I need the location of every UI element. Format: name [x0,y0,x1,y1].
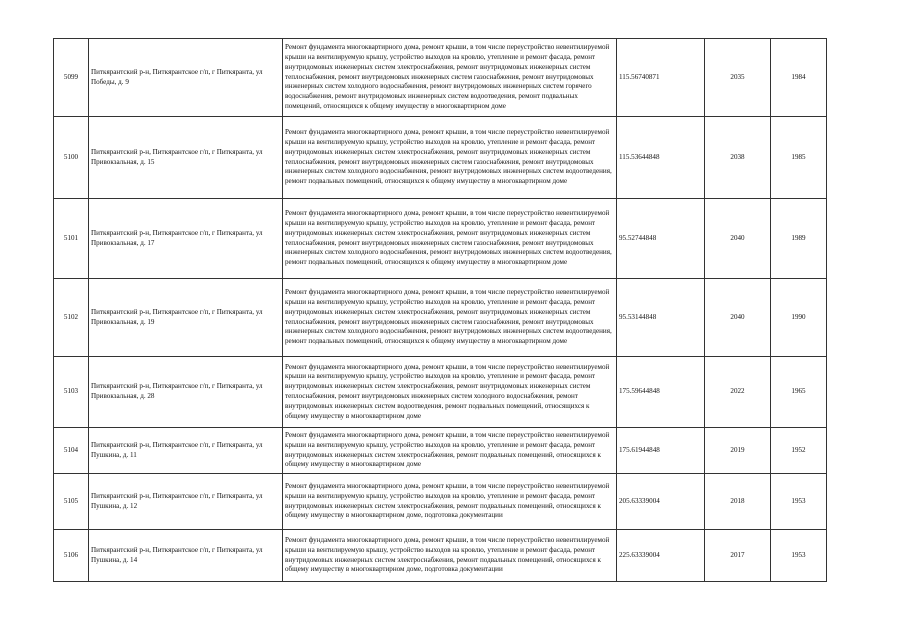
table-row [54,117,827,199]
works-cell: Ремонт фундамента многоквартирного дома, ремонт крыши, в том числе переустройство невентилируемой крыши на вентилируемую крышу, устройство выходов на кровлю, утепление и ремонт фасада, ремонт внутридомовых инженерных систем электроснабжения, ремонт внутридомовых инженерных систем теплоснабжения, ремонт внутридомовых инженерных систем газоснабжения, ремонт внутридомовых инженерных систем холодного водоснабжения, ремонт внутридомовых инженерных систем водоотведения, ремонт подвальных помещений, относящихся к общему имуществу в многоквартирном доме [283,199,617,279]
works-cell: Ремонт фундамента многоквартирного дома, ремонт крыши, в том числе переустройство невентилируемой крыши на вентилируемую крышу, устройство выходов на кровлю, утепление и ремонт фасада, ремонт внутридомовых инженерных систем электроснабжения, ремонт внутридомовых инженерных систем теплоснабжения, ремонт внутридомовых инженерных систем холодного водоснабжения, ремонт внутридомовых инженерных систем водоотведения, ремонт подвальных помещений, относящихся к общему имуществу в многоквартирном доме [283,357,617,428]
cost-cell: 95.52744848 [617,199,705,279]
row-number-cell: 5100 [54,117,89,199]
address-cell: Питкярантский р-н, Питкярантское г/п, г Питкяранта, ул Пушкина, д. 14 [89,530,283,582]
build-year-cell: 1953 [771,530,827,582]
cost-cell: 115.56740871 [617,39,705,117]
build-year-cell: 1989 [771,199,827,279]
cost-cell: 175.61944848 [617,428,705,474]
plan-year-cell: 2018 [705,474,771,530]
table-row [54,530,827,582]
row-number-cell: 5106 [54,530,89,582]
works-cell: Ремонт фундамента многоквартирного дома, ремонт крыши, в том числе переустройство невентилируемой крыши на вентилируемую крышу, устройство выходов на кровлю, утепление и ремонт фасада, ремонт внутридомовых инженерных систем электроснабжения, ремонт внутридомовых инженерных систем теплоснабжения, ремонт внутридомовых инженерных систем газоснабжения, ремонт внутридомовых инженерных систем холодного водоснабжения, ремонт внутридомовых инженерных систем горячего водоснабжения, ремонт внутридомовых инженерных систем водоотведения, ремонт подвальных помещений, относящихся к общему имуществу в многоквартирном доме [283,39,617,117]
cost-cell: 225.63339004 [617,530,705,582]
row-number-cell: 5101 [54,199,89,279]
row-number-cell: 5103 [54,357,89,428]
build-year-cell: 1952 [771,428,827,474]
cost-cell: 175.59644848 [617,357,705,428]
row-number-cell: 5102 [54,279,89,357]
address-cell: Питкярантский р-н, Питкярантское г/п, г Питкяранта, ул Пушкина, д. 12 [89,474,283,530]
address-cell: Питкярантский р-н, Питкярантское г/п, г Питкяранта, ул Привокзальная, д. 17 [89,199,283,279]
plan-year-cell: 2040 [705,279,771,357]
cost-cell: 205.63339004 [617,474,705,530]
build-year-cell: 1953 [771,474,827,530]
row-number-cell: 5099 [54,39,89,117]
plan-year-cell: 2040 [705,199,771,279]
table-row [54,474,827,530]
plan-year-cell: 2038 [705,117,771,199]
works-cell: Ремонт фундамента многоквартирного дома, ремонт крыши, в том числе переустройство невентилируемой крыши на вентилируемую крышу, устройство выходов на кровлю, утепление и ремонт фасада, ремонт внутридомовых инженерных систем электроснабжения, ремонт подвальных помещений, относящихся к общему имуществу в многоквартирном доме, подготовка документации [283,474,617,530]
table-row [54,279,827,357]
works-cell: Ремонт фундамента многоквартирного дома, ремонт крыши, в том числе переустройство невентилируемой крыши на вентилируемую крышу, устройство выходов на кровлю, утепление и ремонт фасада, ремонт внутридомовых инженерных систем электроснабжения, ремонт подвальных помещений, относящихся к общему имуществу в многоквартирном доме, подготовка документации [283,530,617,582]
table-row [54,357,827,428]
works-cell: Ремонт фундамента многоквартирного дома, ремонт крыши, в том числе переустройство невентилируемой крыши на вентилируемую крышу, устройство выходов на кровлю, утепление и ремонт фасада, ремонт внутридомовых инженерных систем электроснабжения, ремонт внутридомовых инженерных систем теплоснабжения, ремонт внутридомовых инженерных систем газоснабжения, ремонт внутридомовых инженерных систем холодного водоснабжения, ремонт внутридомовых инженерных систем водоотведения, ремонт подвальных помещений, относящихся к общему имуществу в многоквартирном доме [283,117,617,199]
row-number-cell: 5104 [54,428,89,474]
cost-cell: 115.53644848 [617,117,705,199]
table-row [54,199,827,279]
address-cell: Питкярантский р-н, Питкярантское г/п, г Питкяранта, ул Привокзальная, д. 19 [89,279,283,357]
build-year-cell: 1965 [771,357,827,428]
plan-year-cell: 2035 [705,39,771,117]
build-year-cell: 1990 [771,279,827,357]
plan-year-cell: 2017 [705,530,771,582]
cost-cell: 95.53144848 [617,279,705,357]
address-cell: Питкярантский р-н, Питкярантское г/п, г Питкяранта, ул Привокзальная, д. 28 [89,357,283,428]
table-body [54,39,827,582]
address-cell: Питкярантский р-н, Питкярантское г/п, г Питкяранта, ул Привокзальная, д. 15 [89,117,283,199]
works-cell: Ремонт фундамента многоквартирного дома, ремонт крыши, в том числе переустройство невентилируемой крыши на вентилируемую крышу, устройство выходов на кровлю, утепление и ремонт фасада, ремонт внутридомовых инженерных систем электроснабжения, ремонт подвальных помещений, относящихся к общему имуществу в многоквартирном доме [283,428,617,474]
build-year-cell: 1984 [771,39,827,117]
plan-year-cell: 2019 [705,428,771,474]
table-row [54,428,827,474]
row-number-cell: 5105 [54,474,89,530]
capital-repair-table [53,38,827,582]
address-cell: Питкярантский р-н, Питкярантское г/п, г Питкяранта, ул Победы, д. 9 [89,39,283,117]
address-cell: Питкярантский р-н, Питкярантское г/п, г Питкяранта, ул Пушкина, д. 11 [89,428,283,474]
build-year-cell: 1985 [771,117,827,199]
plan-year-cell: 2022 [705,357,771,428]
table-row [54,39,827,117]
works-cell: Ремонт фундамента многоквартирного дома, ремонт крыши, в том числе переустройство невентилируемой крыши на вентилируемую крышу, устройство выходов на кровлю, утепление и ремонт фасада, ремонт внутридомовых инженерных систем электроснабжения, ремонт внутридомовых инженерных систем теплоснабжения, ремонт внутридомовых инженерных систем газоснабжения, ремонт внутридомовых инженерных систем холодного водоснабжения, ремонт внутридомовых инженерных систем водоотведения, ремонт подвальных помещений, относящихся к общему имуществу в многоквартирном доме [283,279,617,357]
